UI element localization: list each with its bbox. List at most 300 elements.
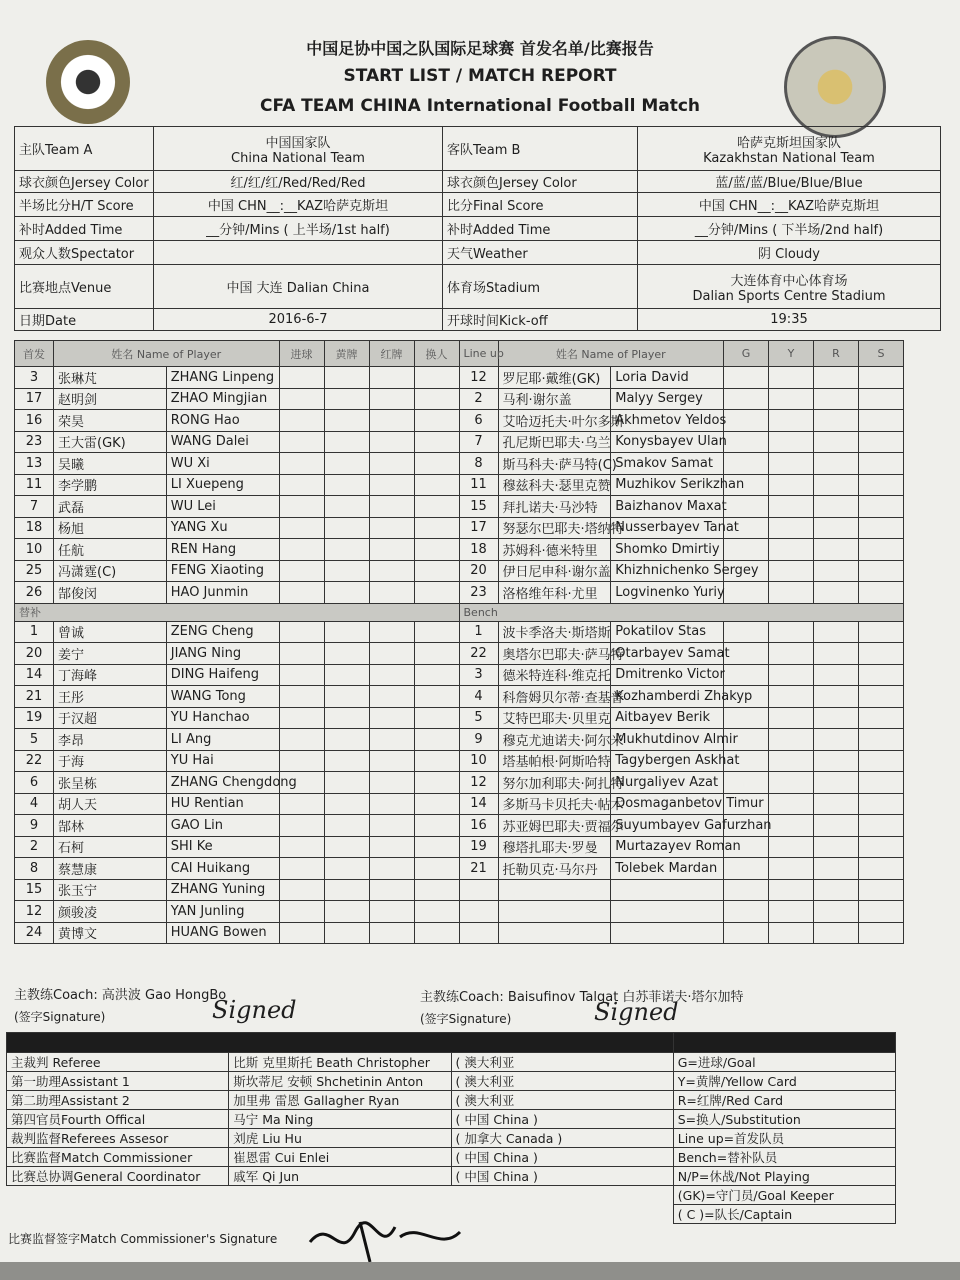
home-number: 21 <box>15 686 54 708</box>
official-role <box>7 1205 229 1224</box>
away-name-cn: 苏姆科·德米特里 <box>498 539 611 561</box>
home-name-cn: 丁海峰 <box>54 664 167 686</box>
roster-header-row <box>15 341 904 367</box>
home-event-cell <box>279 922 324 944</box>
official-row <box>7 1091 896 1110</box>
away-number: 21 <box>459 858 498 880</box>
away-event-cell <box>814 643 859 665</box>
away-name-cn: 德米特连科·维克托 <box>498 664 611 686</box>
home-event-cell <box>414 474 459 496</box>
away-event-cell <box>769 643 814 665</box>
away-event-cell <box>814 879 859 901</box>
away-number: 16 <box>459 815 498 837</box>
home-name-cn: 李学鹏 <box>54 474 167 496</box>
home-event-cell <box>369 621 414 643</box>
home-event-cell <box>369 453 414 475</box>
away-name-cn <box>498 879 611 901</box>
home-event-cell <box>324 686 369 708</box>
home-name-cn: 王大雷(GK) <box>54 431 167 453</box>
away-event-cell <box>769 750 814 772</box>
home-event-cell <box>324 879 369 901</box>
home-name-cn: 石柯 <box>54 836 167 858</box>
info-value: 阴 Cloudy <box>638 241 941 265</box>
away-event-cell <box>859 707 904 729</box>
info-value: 大连体育中心体育场 Dalian Sports Centre Stadium <box>638 265 941 309</box>
player-row <box>15 836 904 858</box>
away-name-cn: 托勒贝克·马尔丹 <box>498 858 611 880</box>
away-name-cn <box>498 922 611 944</box>
yellow-header: 黄牌 <box>324 341 369 367</box>
away-name-en: Otarbayev Samat <box>611 643 724 665</box>
player-row <box>15 496 904 518</box>
away-event-cell <box>769 431 814 453</box>
away-number: 2 <box>459 388 498 410</box>
info-label: 观众人数Spectator <box>15 241 154 265</box>
away-event-cell <box>859 729 904 751</box>
home-name-cn: 黄博文 <box>54 922 167 944</box>
home-name-cn: 张琳芃 <box>54 367 167 389</box>
home-event-cell <box>369 793 414 815</box>
home-name-en: YU Hai <box>166 750 279 772</box>
home-event-cell <box>279 496 324 518</box>
home-event-cell <box>279 879 324 901</box>
away-event-cell <box>859 772 904 794</box>
home-name-en: YU Hanchao <box>166 707 279 729</box>
title-en1: START LIST / MATCH REPORT <box>343 66 617 86</box>
away-number: 7 <box>459 431 498 453</box>
sheet-bottom-edge <box>0 1262 960 1280</box>
away-event-cell <box>814 367 859 389</box>
home-event-cell <box>414 686 459 708</box>
away-number <box>459 901 498 923</box>
away-name-en <box>611 879 724 901</box>
home-event-cell <box>279 431 324 453</box>
r-col-header: R <box>814 341 859 367</box>
official-name: 刘虎 Liu Hu <box>229 1129 451 1148</box>
away-event-cell <box>724 539 769 561</box>
home-name-cn: 曾诚 <box>54 621 167 643</box>
home-number: 3 <box>15 367 54 389</box>
home-number: 25 <box>15 560 54 582</box>
home-event-cell <box>324 643 369 665</box>
home-name-en: CAI Huikang <box>166 858 279 880</box>
away-number: 9 <box>459 729 498 751</box>
legend-item: G=进球/Goal <box>673 1053 895 1072</box>
info-value: 红/红/红/Red/Red/Red <box>154 171 443 193</box>
away-name-en <box>611 922 724 944</box>
info-label: 球衣颜色Jersey Color <box>443 171 638 193</box>
away-event-cell <box>769 707 814 729</box>
home-event-cell <box>324 367 369 389</box>
away-number: 6 <box>459 410 498 432</box>
home-name-en: GAO Lin <box>166 815 279 837</box>
away-event-cell <box>814 815 859 837</box>
official-country: ( 中国 China ) <box>451 1167 673 1186</box>
home-name-en: REN Hang <box>166 539 279 561</box>
official-name: 加里弗 雷恩 Gallagher Ryan <box>229 1091 451 1110</box>
home-number: 26 <box>15 582 54 604</box>
home-event-cell <box>414 643 459 665</box>
info-value: 中国国家队 China National Team <box>154 127 443 171</box>
away-name-cn: 多斯马卡贝托夫·帖木 <box>498 793 611 815</box>
official-role: 比赛监督Match Commissioner <box>7 1148 229 1167</box>
away-event-cell <box>859 388 904 410</box>
y-col-header: Y <box>769 341 814 367</box>
home-event-cell <box>414 496 459 518</box>
info-value: 中国 CHN__:__KAZ哈萨克斯坦 <box>154 193 443 217</box>
home-event-cell <box>369 729 414 751</box>
home-event-cell <box>369 474 414 496</box>
home-event-cell <box>279 707 324 729</box>
info-label: 客队Team B <box>443 127 638 171</box>
home-event-cell <box>324 772 369 794</box>
away-event-cell <box>859 643 904 665</box>
legend-item: (GK)=守门员/Goal Keeper <box>673 1186 895 1205</box>
away-name-header: 姓名 Name of Player <box>498 341 724 367</box>
official-country: ( 加拿大 Canada ) <box>451 1129 673 1148</box>
away-event-cell <box>769 664 814 686</box>
officials-table <box>6 1032 896 1224</box>
away-event-cell <box>769 793 814 815</box>
home-number: 7 <box>15 496 54 518</box>
home-event-cell <box>414 901 459 923</box>
home-event-cell <box>369 517 414 539</box>
official-row <box>7 1053 896 1072</box>
home-event-cell <box>279 836 324 858</box>
player-row <box>15 815 904 837</box>
away-name-en: Nusserbayev Tanat <box>611 517 724 539</box>
home-number: 9 <box>15 815 54 837</box>
home-event-cell <box>324 858 369 880</box>
commissioner-signature <box>300 1212 470 1268</box>
away-event-cell <box>724 922 769 944</box>
info-label: 主队Team A <box>15 127 154 171</box>
away-event-cell <box>769 474 814 496</box>
away-event-cell <box>814 517 859 539</box>
home-event-cell <box>414 410 459 432</box>
official-name: 比斯 克里斯托 Beath Christopher <box>229 1053 451 1072</box>
away-name-en: Kozhamberdi Zhakyp <box>611 686 724 708</box>
official-row <box>7 1186 896 1205</box>
home-name-cn: 吴曦 <box>54 453 167 475</box>
away-name-en: Aitbayev Berik <box>611 707 724 729</box>
away-name-cn: 奥塔尔巴耶夫·萨马特 <box>498 643 611 665</box>
player-row <box>15 750 904 772</box>
away-event-cell <box>814 410 859 432</box>
away-number: 22 <box>459 643 498 665</box>
official-country: ( 澳大利亚 <box>451 1072 673 1091</box>
away-name-en: Shomko Dmirtiy <box>611 539 724 561</box>
home-event-cell <box>414 772 459 794</box>
official-role: 第四官员Fourth Offical <box>7 1110 229 1129</box>
away-event-cell <box>859 560 904 582</box>
away-event-cell <box>814 750 859 772</box>
player-row <box>15 772 904 794</box>
away-number: 23 <box>459 582 498 604</box>
home-event-cell <box>414 793 459 815</box>
away-event-cell <box>769 410 814 432</box>
home-event-cell <box>324 729 369 751</box>
official-name: 斯坎蒂尼 安顿 Shchetinin Anton <box>229 1072 451 1091</box>
away-number: 4 <box>459 686 498 708</box>
away-name-cn: 斯马科夫·萨马特(C) <box>498 453 611 475</box>
player-row <box>15 686 904 708</box>
away-event-cell <box>859 901 904 923</box>
away-event-cell <box>724 879 769 901</box>
home-event-cell <box>369 772 414 794</box>
info-row <box>15 265 941 309</box>
away-event-cell <box>859 621 904 643</box>
away-event-cell <box>859 793 904 815</box>
info-value: 中国 大连 Dalian China <box>154 265 443 309</box>
home-name-cn: 张玉宁 <box>54 879 167 901</box>
official-name <box>229 1186 451 1205</box>
home-signature-label: (签字Signature) <box>14 1010 106 1024</box>
away-event-cell <box>724 367 769 389</box>
home-event-cell <box>324 431 369 453</box>
home-name-en: ZHAO Mingjian <box>166 388 279 410</box>
info-value: 中国 CHN__:__KAZ哈萨克斯坦 <box>638 193 941 217</box>
away-number <box>459 879 498 901</box>
home-event-cell <box>279 793 324 815</box>
home-event-cell <box>369 815 414 837</box>
info-value: 2016-6-7 <box>154 309 443 331</box>
away-event-cell <box>859 367 904 389</box>
away-event-cell <box>724 431 769 453</box>
away-event-cell <box>859 539 904 561</box>
info-value: __分钟/Mins ( 下半场/2nd half) <box>638 217 941 241</box>
official-role: 裁判监督Referees Assesor <box>7 1129 229 1148</box>
away-name-cn: 努瑟尔巴耶夫·塔纳特 <box>498 517 611 539</box>
home-name-en: SHI Ke <box>166 836 279 858</box>
player-row <box>15 388 904 410</box>
home-event-cell <box>369 707 414 729</box>
info-row <box>15 171 941 193</box>
home-event-cell <box>414 517 459 539</box>
home-event-cell <box>324 750 369 772</box>
away-name-cn: 罗尼耶·戴维(GK) <box>498 367 611 389</box>
official-row <box>7 1129 896 1148</box>
away-event-cell <box>814 858 859 880</box>
away-event-cell <box>724 643 769 665</box>
away-name-cn: 拜扎诺夫·马沙特 <box>498 496 611 518</box>
home-event-cell <box>369 410 414 432</box>
official-row <box>7 1148 896 1167</box>
home-event-cell <box>324 410 369 432</box>
away-name-cn: 穆塔扎耶夫·罗曼 <box>498 836 611 858</box>
info-label: 补时Added Time <box>443 217 638 241</box>
away-event-cell <box>814 560 859 582</box>
home-name-cn: 荣昊 <box>54 410 167 432</box>
away-signature: Signed <box>594 998 679 1026</box>
home-event-cell <box>279 539 324 561</box>
away-event-cell <box>724 621 769 643</box>
home-name-en: WU Xi <box>166 453 279 475</box>
player-row <box>15 793 904 815</box>
home-event-cell <box>414 431 459 453</box>
home-event-cell <box>369 431 414 453</box>
home-event-cell <box>279 621 324 643</box>
away-number: 19 <box>459 836 498 858</box>
away-name-en: Tolebek Mardan <box>611 858 724 880</box>
info-row <box>15 217 941 241</box>
away-number: 8 <box>459 453 498 475</box>
legend-item: R=红牌/Red Card <box>673 1091 895 1110</box>
away-event-cell <box>814 539 859 561</box>
away-name-en: Dmitrenko Victor <box>611 664 724 686</box>
away-event-cell <box>859 431 904 453</box>
commissioner-signature-label: 比赛监督签字Match Commissioner's Signature <box>8 1232 278 1246</box>
info-label: 半场比分H/T Score <box>15 193 154 217</box>
sub-header: 换人 <box>414 341 459 367</box>
away-event-cell <box>859 686 904 708</box>
home-number: 1 <box>15 621 54 643</box>
away-event-cell <box>859 664 904 686</box>
away-event-cell <box>769 367 814 389</box>
away-number: 1 <box>459 621 498 643</box>
away-event-cell <box>724 664 769 686</box>
away-name-en: Murtazayev Roman <box>611 836 724 858</box>
away-event-cell <box>814 707 859 729</box>
away-name-en: Mukhutdinov Almir <box>611 729 724 751</box>
info-label: 体育场Stadium <box>443 265 638 309</box>
title-en2: CFA TEAM CHINA International Football Match <box>259 96 701 116</box>
info-label: 开球时间Kick-off <box>443 309 638 331</box>
away-event-cell <box>814 474 859 496</box>
home-coach: 主教练Coach: 高洪波 Gao HongBo <box>14 988 227 1003</box>
home-event-cell <box>369 367 414 389</box>
official-country <box>451 1186 673 1205</box>
player-row <box>15 858 904 880</box>
away-event-cell <box>814 901 859 923</box>
info-row <box>15 127 941 171</box>
info-label: 球衣颜色Jersey Color <box>15 171 154 193</box>
roster-table <box>14 340 904 944</box>
away-number: 12 <box>459 772 498 794</box>
away-event-cell <box>724 772 769 794</box>
away-event-cell <box>814 729 859 751</box>
away-event-cell <box>769 772 814 794</box>
away-event-cell <box>859 517 904 539</box>
home-event-cell <box>369 836 414 858</box>
away-number: 14 <box>459 793 498 815</box>
away-number: 18 <box>459 539 498 561</box>
home-start-label: 首发 <box>15 341 54 367</box>
away-event-cell <box>859 453 904 475</box>
home-number: 17 <box>15 388 54 410</box>
away-event-cell <box>769 621 814 643</box>
officials-header-bar <box>7 1033 896 1053</box>
home-name-en: YANG Xu <box>166 517 279 539</box>
home-number: 20 <box>15 643 54 665</box>
home-name-en: HUANG Bowen <box>166 922 279 944</box>
away-number: 10 <box>459 750 498 772</box>
official-name: 马宁 Ma Ning <box>229 1110 451 1129</box>
goal-header: 进球 <box>279 341 324 367</box>
info-label: 天气Weather <box>443 241 638 265</box>
home-event-cell <box>414 729 459 751</box>
away-name-cn: 波卡季洛夫·斯塔斯 <box>498 621 611 643</box>
home-number: 6 <box>15 772 54 794</box>
away-event-cell <box>814 621 859 643</box>
home-name-cn: 蔡慧康 <box>54 858 167 880</box>
home-number: 4 <box>15 793 54 815</box>
away-event-cell <box>859 750 904 772</box>
home-event-cell <box>369 496 414 518</box>
officials-bar <box>7 1033 674 1053</box>
away-event-cell <box>814 496 859 518</box>
home-event-cell <box>324 621 369 643</box>
home-event-cell <box>324 815 369 837</box>
home-name-cn: 李昂 <box>54 729 167 751</box>
home-event-cell <box>414 750 459 772</box>
away-name-cn <box>498 901 611 923</box>
home-name-cn: 姜宁 <box>54 643 167 665</box>
player-row <box>15 582 904 604</box>
home-number: 13 <box>15 453 54 475</box>
home-event-cell <box>414 815 459 837</box>
away-event-cell <box>769 879 814 901</box>
official-role: 第一助理Assistant 1 <box>7 1072 229 1091</box>
info-value: 19:35 <box>638 309 941 331</box>
info-value: 蓝/蓝/蓝/Blue/Blue/Blue <box>638 171 941 193</box>
home-name-en: HU Rentian <box>166 793 279 815</box>
subs-header-row <box>15 603 904 621</box>
home-event-cell <box>369 686 414 708</box>
home-event-cell <box>279 686 324 708</box>
home-name-cn: 张呈栋 <box>54 772 167 794</box>
info-label: 日期Date <box>15 309 154 331</box>
player-row <box>15 879 904 901</box>
player-row <box>15 560 904 582</box>
away-name-cn: 艾哈迈托夫·叶尔多斯 <box>498 410 611 432</box>
away-event-cell <box>859 836 904 858</box>
official-country: ( 中国 China ) <box>451 1110 673 1129</box>
away-name-cn: 穆兹科夫·瑟里克赞 <box>498 474 611 496</box>
away-number: 17 <box>459 517 498 539</box>
home-event-cell <box>324 922 369 944</box>
home-event-cell <box>414 453 459 475</box>
home-event-cell <box>414 707 459 729</box>
home-event-cell <box>324 560 369 582</box>
away-name-cn: 马利·谢尔盖 <box>498 388 611 410</box>
away-name-cn: 洛格维年科·尤里 <box>498 582 611 604</box>
info-row <box>15 193 941 217</box>
away-name-cn: 科詹姆贝尔蒂·查基普 <box>498 686 611 708</box>
home-event-cell <box>324 517 369 539</box>
away-name-cn: 穆克尤迪诺夫·阿尔米 <box>498 729 611 751</box>
away-name-en: Konysbayev Ulan <box>611 431 724 453</box>
away-event-cell <box>724 858 769 880</box>
home-event-cell <box>324 388 369 410</box>
away-event-cell <box>769 815 814 837</box>
home-event-cell <box>414 664 459 686</box>
home-event-cell <box>414 582 459 604</box>
home-name-cn: 武磊 <box>54 496 167 518</box>
away-name-cn: 艾特巴耶夫·贝里克 <box>498 707 611 729</box>
away-event-cell <box>769 560 814 582</box>
info-row <box>15 241 941 265</box>
legend-item: S=换人/Substitution <box>673 1110 895 1129</box>
away-event-cell <box>724 707 769 729</box>
home-event-cell <box>279 815 324 837</box>
player-row <box>15 474 904 496</box>
player-row <box>15 517 904 539</box>
home-event-cell <box>279 901 324 923</box>
home-name-en: WU Lei <box>166 496 279 518</box>
away-name-cn: 努尔加利耶夫·阿扎特 <box>498 772 611 794</box>
home-event-cell <box>414 560 459 582</box>
